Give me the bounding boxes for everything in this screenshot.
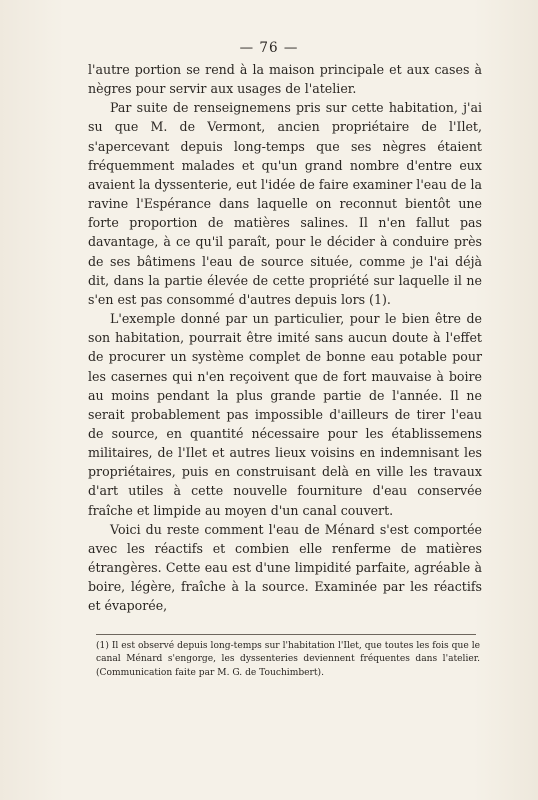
paragraph-vermont: Par suite de renseignemens pris sur cette habitation, j'ai su que M. de Vermont, ancien propriétaire de l'Ilet, s'apercevant depuis long-temps que ses nègres étaient fréquemment malades et qu'un grand nombre d'entre eux avaient la dyssenterie, eut l'idée de faire examiner l'eau de la ravine l'Espérance dans laquelle on reconnut bientôt une forte proportion de matières salines. Il n'en fallut pas davantage, à ce qu'il paraît, pour le décider à conduire près de ses bâtimens l'eau de source située, comme je l'ai déjà dit, dans la partie élevée de cette propriété sur laquelle il ne s'en est pas consommé d'autres depuis lors (1).	[88, 100, 482, 307]
page-number: — 76 —	[239, 40, 299, 56]
paragraph-continuation: l'autre portion se rend à la maison principale et aux cases à nègres pour servir aux usages de l'atelier.	[88, 62, 482, 97]
paragraph-menard: Voici du reste comment l'eau de Ménard s'est comportée avec les réactifs et combien elle renferme de matières étrangères. Cette eau est d'une limpidité parfaite, agréable à boire, légère, fraîche à la source. Examinée par les réactifs et évaporée,	[88, 521, 482, 614]
footnote: (1) Il est observé depuis long-temps sur l'habitation l'Ilet, que toutes les fois que le canal Ménard s'engorge, les dyssenteries deviennent fréquentes dans l'atelier. (Communication faite par M. G. de Touchimbert).	[96, 641, 480, 678]
body-text	[88, 60, 482, 616]
paragraph-exemple: L'exemple donné par un particulier, pour le bien être de son habitation, pourrait être imité sans aucun doute à l'effet de procurer un système complet de bonne eau potable pour les casernes qui n'en reçoivent que de fort mauvaise à boire au moins pendant la plus grande partie de l'année. Il ne serait probablement pas impossible d'ailleurs de tirer l'eau de source, en quantité nécessaire pour les établissemens militaires, de l'Ilet et autres lieux voisins en indemnisant les propriétaires, puis en construisant delà en ville les travaux d'art utiles à cette nouvelle fourniture d'eau conservée fraîche et limpide au moyen d'un canal couvert.	[88, 311, 482, 518]
footnote-rule	[96, 634, 476, 635]
